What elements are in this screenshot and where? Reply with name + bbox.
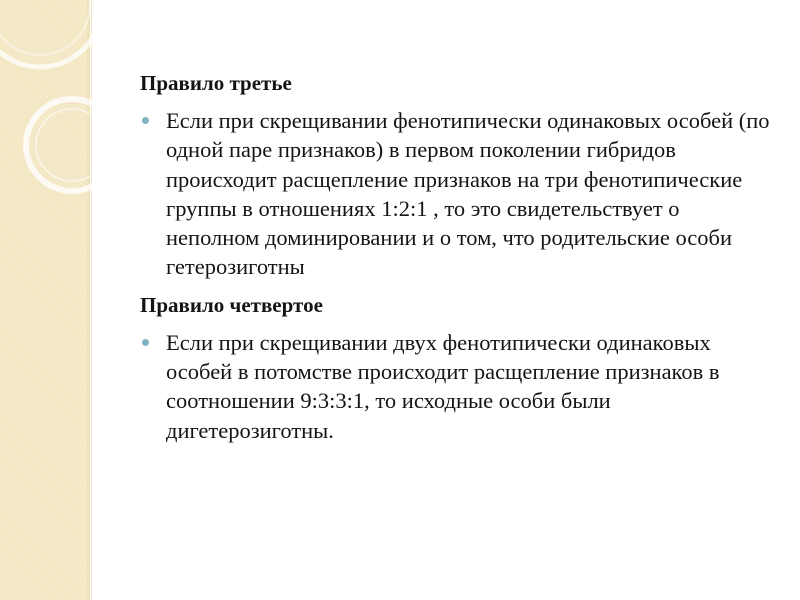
- bullet-dot-icon: [142, 339, 149, 346]
- rule-three-title: Правило третье: [140, 71, 292, 95]
- side-panel-border-inner: [91, 0, 92, 600]
- rule-four-title: Правило четвертое: [140, 292, 323, 317]
- side-panel-border: [87, 0, 90, 600]
- slide-content: [140, 68, 770, 453]
- bullet-dot-icon: [142, 117, 149, 124]
- rule-four-bullet: [140, 328, 770, 445]
- rule-four-text: Если при скрещивании двух фенотипически одинаковых особей в потомстве происходит расщепление признаков в соотношении 9:3:3:1, то исходные особи были дигетерозиготны.: [166, 329, 720, 443]
- rule-three-bullet: [140, 106, 770, 282]
- decorative-side-panel: [0, 0, 87, 600]
- rule-three-text: Если при скрещивании фенотипически одинаковых особей (по одной паре признаков) в первом поколении гибридов происходит расщепление признаков на три фенотипические группы в отношениях 1:2:1 , то это свидетельствует о неполном доминировании и о том, что родительские особи гетерозиготны: [166, 108, 770, 280]
